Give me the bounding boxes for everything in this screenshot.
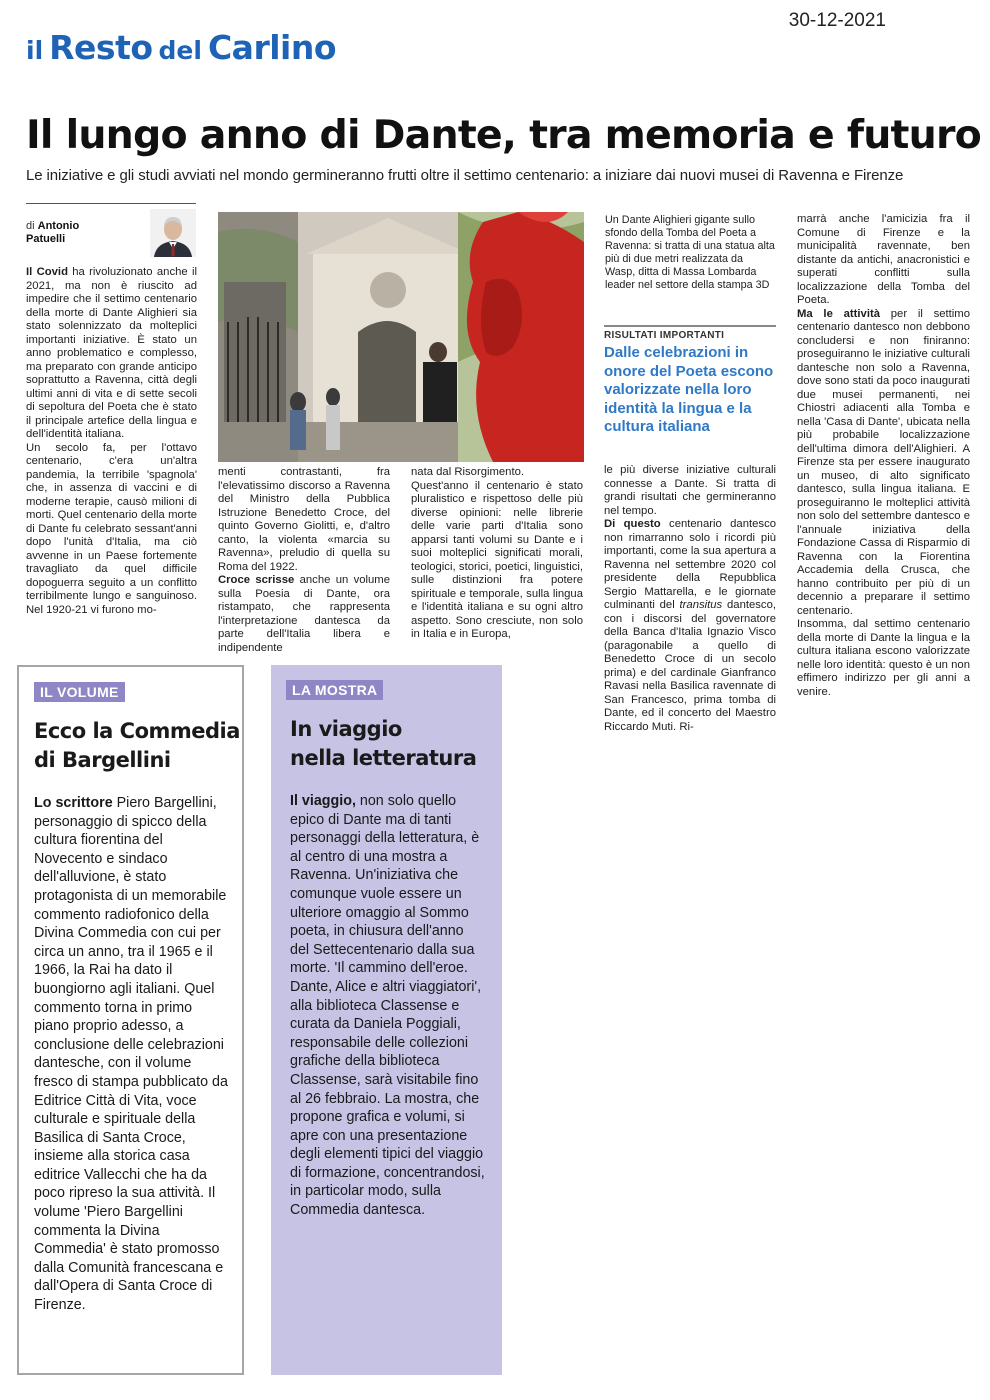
article-column-1 (26, 266, 197, 617)
col4-text-b: dantesco, con i discorsi del governatore della Banca d'Italia Ignazio Visco (paragonabile a quello di Benedetto Croce di un secolo prima) e del cardinale Gianfranco Ravasi nella Basilica ravennate di San Francesco, prima tomba di Dante, ed il concerto del Maestro Riccardo Muti. Ri- (604, 599, 776, 733)
mostra-text: non solo quello epico di Dante ma di tanti personaggi della letteratura, è al centro di una mostra a Ravenna. Un'iniziativa che comunque vuole essere un ulteriore omaggio al Sommo poeta, in chiusura dell'anno del Settecentenario dalla sua morte. 'Il cammino dell'eroe. Dante, Alice e altri viaggiatori', alla biblioteca Classense e curata da Daniela Poggiali, responsabile delle collezioni grafiche della biblioteca Classense, sarà visitabile fino al 26 febbraio. La mostra, che propone grafica e volumi, si apre con una presentazione degli elementi tipici del viaggio di formazione, concentrandosi, in particolar modo, sulla Commedia dantesca. (290, 793, 485, 1219)
col4-emphasis: transitus (679, 599, 723, 611)
mostra-title (290, 715, 476, 773)
col2-lead: Croce scrisse (218, 574, 295, 586)
mostra-body (290, 792, 486, 1220)
article-headline: Il lungo anno di Dante, tra memoria e futuro (26, 112, 981, 158)
col2-paragraph-1: menti contrastanti, fra l'elevatissimo discorso a Ravenna del Ministro della Pubblica Istruzione Benedetto Croce, del quinto Governo Giolitti, e, d'altro canto, la violenta «marcia su Ravenna», preludio di quella su Roma del 1922. (218, 466, 390, 573)
author-portrait (150, 209, 196, 257)
mostra-tag: LA MOSTRA (286, 680, 383, 700)
kicker-label: RISULTATI IMPORTANTI (604, 330, 725, 341)
sidebar-box-volume (17, 665, 244, 1375)
col1-lead: Il Covid (26, 266, 68, 278)
volume-title (34, 717, 240, 775)
byline-divider (26, 203, 196, 204)
col5-paragraph-1: marrà anche l'amicizia fra il Comune di Firenze e la municipalità ravennate, ben distante da antichi, anacronistici e superati conflitti sulla localizzazione della Tomba del Poeta. (797, 213, 970, 306)
sidebar-box-mostra (271, 665, 502, 1375)
article-column-3 (411, 466, 583, 642)
pull-quote: Dalle celebrazioni in onore del Poeta escono valorizzate nella loro identità la lingua e la cultura italiana (604, 344, 774, 435)
article-column-2 (218, 466, 390, 655)
article-column-5 (797, 213, 970, 699)
col3-paragraph-2: Quest'anno il centenario è stato pluralistico e rispettoso delle più diverse opinioni: nelle librerie delle varie parti d'Italia sono apparsi tanti volumi su Dante e i suoi molteplici significati morali, teologici, storici, poetici, linguistici, sulle distinzioni fra potere spirituale e temporale, sulla lingua e l'identità italiana e su ogni altro aspetto. Sono cresciute, non solo in Italia e in Europa, (411, 479, 583, 640)
col5-text: per il settimo centenario dantesco non debbono concludersi e non finiranno: proseguiranno le iniziative culturali dantesche non solo a Ravenna, dove sono stati da poco inaugurati due musei permanenti, nei Chiostri adiacenti alla Tomba e nella 'Casa di Dante', ubicata nella più probabile localizzazione dell'ultima dimora dell'Alighieri. A Firenze sta per essere inaugurato un museo, di alto significato dantesco, sulla lingua italiana. E proseguiranno le molteplici attività non solo del settembre dantesco e l'annuale iniziativa della Fondazione Cassa di Risparmio di Ravenna con la Fiorentina Accademia della Crusca, che hanno contribuito per più di un decennio a preparare il settimo centenario. (797, 307, 970, 617)
photo-caption: Un Dante Alighieri gigante sullo sfondo della Tomba del Poeta a Ravenna: si tratta di una statua alta più di due metri realizzata da Wasp, ditta di Massa Lombarda leader nel settore della stampa 3D (605, 214, 775, 291)
volume-body (34, 794, 230, 1315)
author-first-name: Antonio (37, 220, 80, 232)
volume-text: Piero Bargellini, personaggio di spicco della cultura fiorentina del Novecento e sindaco dell'alluvione, è stato protagonista di un memorabile commento radiofonico della Divina Commedia con cui per circa un anno, tra il 1965 e il 1966, la Rai ha dato il buongiorno agli italiani. Quel commento torna in primo piano proprio adesso, a conclusione delle celebrazioni dantesche, con il volume fresco di stampa pubblicato da Editrice Città di Vita, voce culturale e spirituale della Basilica di Santa Croce, insieme alla storica casa editrice Vallecchi che ha da poco ripreso la sua attività. Il volume 'Piero Bargellini commenta la Divina Commedia' è stato promosso dalla Comunità francescana e dall'Opera di Santa Croce di Firenze. (34, 795, 228, 1314)
volume-title-line-1: Ecco la Commedia (34, 719, 240, 743)
article-subhead: Le iniziative e gli studi avviati nel mondo germineranno frutti oltre il settimo centenario: a iniziare dai nuovi musei di Ravenna e Firenze (26, 167, 904, 184)
col3-paragraph-1: nata dal Risorgimento. (411, 466, 525, 478)
col5-paragraph-3: Insomma, dal settimo centenario della morte di Dante la lingua e la cultura italiana escono valorizzate nelle loro identità: questo è un non effimero indirizzo per gli anni a venire. (797, 618, 970, 698)
masthead-part-4: Carlino (207, 28, 337, 67)
col5-lead: Ma le attività (797, 307, 881, 320)
volume-title-line-2: di Bargellini (34, 748, 171, 772)
col2-text: anche un volume sulla Poesia di Dante, ora ristampato, che rappresenta l'interpretazione dantesca da parte dell'Italia libera e indipendente (218, 574, 391, 654)
volume-tag: IL VOLUME (34, 682, 125, 702)
article-column-4 (604, 464, 776, 734)
kicker-divider (604, 325, 776, 327)
masthead-part-1: il (26, 36, 44, 65)
col4-paragraph-1: le più diverse iniziative culturali connesse a Dante. Si tratta di grandi risultati che germineranno nel tempo. (604, 464, 776, 517)
mostra-title-line-2: nella letteratura (290, 746, 477, 770)
newspaper-masthead (26, 28, 336, 67)
volume-lead: Lo scrittore (34, 795, 113, 811)
col1-text: ha rivoluzionato anche il 2021, ma non è riuscito ad impedire che il settimo centenario della morte di Dante Alighieri sia stato solennizzato da molteplici importanti iniziative. È stato un anno problematico e complesso, ma preparato con grande anticipo soprattutto a Ravenna, città degli ultimi anni di vita e di sette secoli di sepoltura del Poeta che è stato il principale artefice della lingua e dell'identità italiana. (26, 266, 197, 440)
byline-prefix: di (26, 220, 35, 232)
col1-paragraph-2: Un secolo fa, per l'ottavo centenario, c'era un'altra pandemia, la terribile 'spagnola' che, in assenza di vaccini e di moderne terapie, causò milioni di morti. Quel centenario della morte di Dante fu celebrato sessant'anni dopo l'unità d'Italia, ma ciò avvenne in un Paese fortemente travagliato da quel difficile dopoguerra seguito a un conflitto terribilmente lungo e sanguinoso. Nel 1920-21 vi furono mo- (26, 441, 197, 616)
col4-text-a: centenario dantesco non rimarranno solo i ricordi più importanti, come la sua apertura a Ravenna nel settembre 2020 col presidente della Repubblica Sergio Mattarella, e le giornate culminanti del (604, 518, 776, 611)
author-last-name: Patuelli (26, 233, 66, 245)
mostra-title-line-1: In viaggio (290, 717, 402, 741)
col4-lead: Di questo (604, 518, 661, 530)
publication-date: 30-12-2021 (788, 10, 886, 31)
dante-statue-photo (218, 212, 584, 462)
masthead-part-3: del (158, 36, 202, 65)
masthead-part-2: Resto (49, 28, 153, 67)
byline (26, 220, 79, 246)
mostra-lead: Il viaggio, (290, 793, 356, 809)
